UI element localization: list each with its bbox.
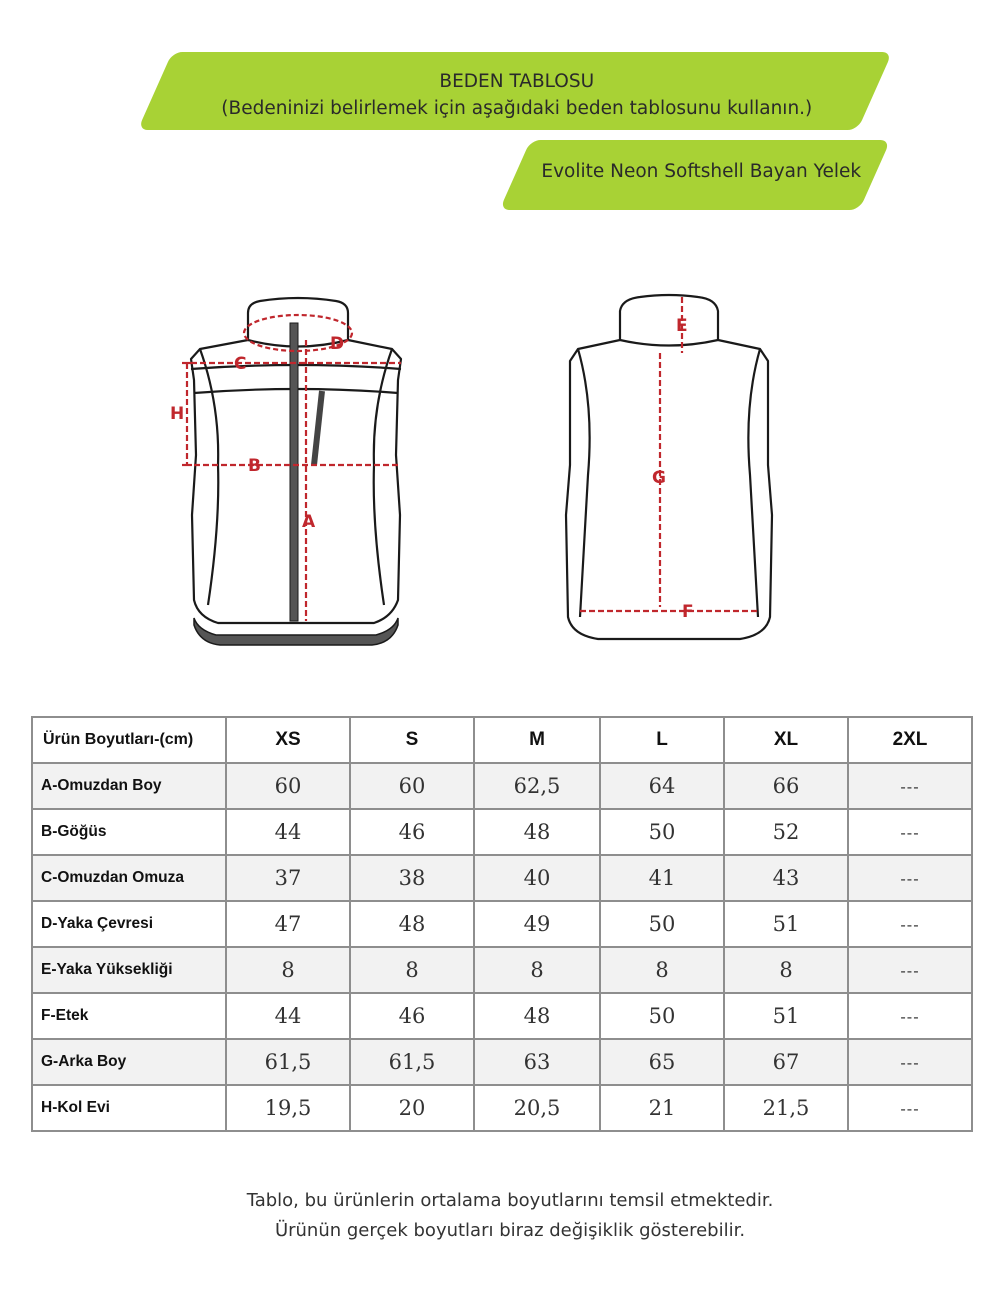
table-cell: 50 bbox=[600, 809, 724, 855]
table-cell: 50 bbox=[600, 901, 724, 947]
row-label: D-Yaka Çevresi bbox=[32, 901, 226, 947]
table-cell: 46 bbox=[350, 993, 474, 1039]
table-cell: 21,5 bbox=[724, 1085, 848, 1131]
table-cell: 46 bbox=[350, 809, 474, 855]
label-h: H bbox=[170, 404, 185, 424]
table-cell: 61,5 bbox=[226, 1039, 350, 1085]
table-cell: 60 bbox=[226, 763, 350, 809]
table-cell: --- bbox=[848, 855, 972, 901]
table-cell: 20,5 bbox=[474, 1085, 600, 1131]
label-b: B bbox=[248, 456, 261, 476]
pocket-zipper bbox=[314, 391, 322, 465]
back-collar-outline bbox=[620, 295, 718, 340]
table-cell: 48 bbox=[474, 809, 600, 855]
row-label: B-Göğüs bbox=[32, 809, 226, 855]
table-cell: --- bbox=[848, 947, 972, 993]
table-cell: 47 bbox=[226, 901, 350, 947]
product-banner bbox=[499, 140, 890, 210]
vest-back-diagram bbox=[550, 285, 790, 660]
table-cell: 64 bbox=[600, 763, 724, 809]
product-name: Evolite Neon Softshell Bayan Yelek bbox=[541, 161, 862, 182]
table-cell: 61,5 bbox=[350, 1039, 474, 1085]
table-row bbox=[32, 993, 972, 1039]
table-row bbox=[32, 1039, 972, 1085]
table-cell: --- bbox=[848, 1085, 972, 1131]
label-d: D bbox=[330, 334, 345, 354]
header-corner-label: Ürün Boyutları-(cm) bbox=[32, 717, 226, 763]
table-cell: 20 bbox=[350, 1085, 474, 1131]
table-cell: 38 bbox=[350, 855, 474, 901]
table-cell: --- bbox=[848, 901, 972, 947]
table-cell: 37 bbox=[226, 855, 350, 901]
table-cell: 8 bbox=[600, 947, 724, 993]
table-cell: 41 bbox=[600, 855, 724, 901]
size-header-row bbox=[32, 717, 972, 763]
label-g: G bbox=[652, 468, 666, 488]
table-cell: --- bbox=[848, 809, 972, 855]
table-cell: --- bbox=[848, 1039, 972, 1085]
footnote-line-2: Ürünün gerçek boyutları biraz değişiklik gösterebilir. bbox=[274, 1220, 746, 1241]
table-cell: 66 bbox=[724, 763, 848, 809]
table-cell: 40 bbox=[474, 855, 600, 901]
vest-front-diagram bbox=[160, 285, 430, 660]
table-row bbox=[32, 855, 972, 901]
table-row bbox=[32, 763, 972, 809]
table-cell: 49 bbox=[474, 901, 600, 947]
table-cell: 62,5 bbox=[474, 763, 600, 809]
table-cell: --- bbox=[848, 763, 972, 809]
table-cell: 21 bbox=[600, 1085, 724, 1131]
row-label: C-Omuzdan Omuza bbox=[32, 855, 226, 901]
table-cell: 44 bbox=[226, 993, 350, 1039]
size-header-2xl: 2XL bbox=[848, 717, 972, 763]
size-table bbox=[31, 716, 973, 1132]
footnote-line-1: Tablo, bu ürünlerin ortalama boyutlarını temsil etmektedir. bbox=[246, 1190, 774, 1211]
table-cell: 51 bbox=[724, 993, 848, 1039]
table-cell: 8 bbox=[474, 947, 600, 993]
page-title: BEDEN TABLOSU bbox=[439, 71, 595, 92]
table-cell: 43 bbox=[724, 855, 848, 901]
table-row bbox=[32, 809, 972, 855]
size-header-s: S bbox=[350, 717, 474, 763]
table-cell: --- bbox=[848, 993, 972, 1039]
page-subtitle: (Bedeninizi belirlemek için aşağıdaki beden tablosunu kullanın.) bbox=[221, 98, 813, 119]
table-cell: 44 bbox=[226, 809, 350, 855]
size-header-l: L bbox=[600, 717, 724, 763]
row-label: A-Omuzdan Boy bbox=[32, 763, 226, 809]
label-a: A bbox=[302, 512, 316, 532]
table-cell: 8 bbox=[724, 947, 848, 993]
size-header-xl: XL bbox=[724, 717, 848, 763]
table-cell: 65 bbox=[600, 1039, 724, 1085]
table-row bbox=[32, 901, 972, 947]
row-label: F-Etek bbox=[32, 993, 226, 1039]
title-banner bbox=[138, 52, 893, 130]
table-cell: 67 bbox=[724, 1039, 848, 1085]
label-e: E bbox=[676, 316, 688, 336]
table-row bbox=[32, 947, 972, 993]
row-label: G-Arka Boy bbox=[32, 1039, 226, 1085]
table-cell: 8 bbox=[350, 947, 474, 993]
vest-back-outline bbox=[566, 340, 772, 639]
row-label: E-Yaka Yüksekliği bbox=[32, 947, 226, 993]
table-row bbox=[32, 1085, 972, 1131]
size-header-xs: XS bbox=[226, 717, 350, 763]
table-cell: 50 bbox=[600, 993, 724, 1039]
size-header-m: M bbox=[474, 717, 600, 763]
table-cell: 63 bbox=[474, 1039, 600, 1085]
table-cell: 48 bbox=[350, 901, 474, 947]
zipper bbox=[290, 323, 298, 621]
table-cell: 51 bbox=[724, 901, 848, 947]
row-label: H-Kol Evi bbox=[32, 1085, 226, 1131]
label-c: C bbox=[234, 354, 247, 374]
table-cell: 52 bbox=[724, 809, 848, 855]
label-f: F bbox=[682, 602, 694, 622]
table-cell: 48 bbox=[474, 993, 600, 1039]
table-cell: 8 bbox=[226, 947, 350, 993]
table-cell: 19,5 bbox=[226, 1085, 350, 1131]
table-cell: 60 bbox=[350, 763, 474, 809]
